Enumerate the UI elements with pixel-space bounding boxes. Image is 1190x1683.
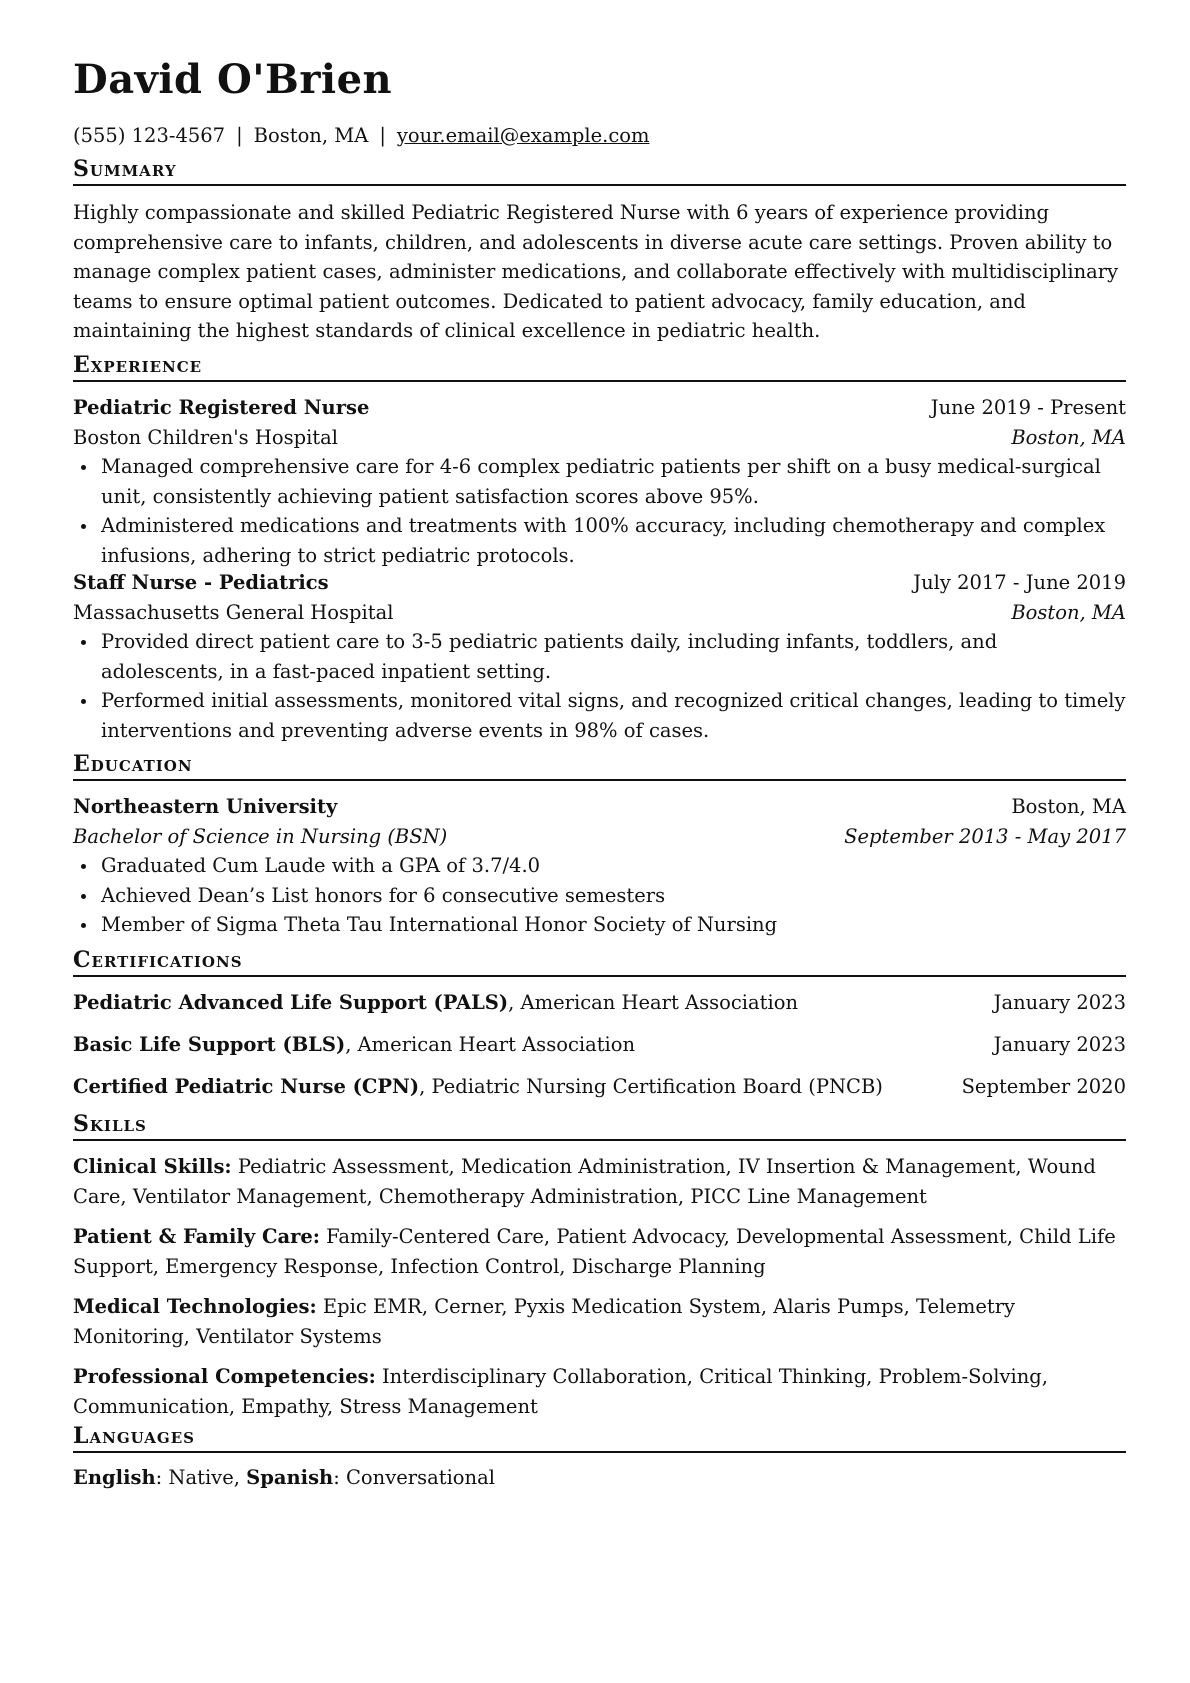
job-entry — [73, 393, 1126, 570]
certification-issuer: , Pediatric Nursing Certification Board (PNCB) — [419, 1075, 883, 1098]
job-title: Pediatric Registered Nurse — [73, 396, 370, 419]
skill-group-label: Clinical Skills: — [73, 1155, 232, 1178]
degree-dates: September 2013 - May 2017 — [844, 824, 1126, 848]
languages-line — [73, 1463, 1126, 1493]
skill-group-label: Patient & Family Care: — [73, 1225, 320, 1248]
summary-heading: Summary — [73, 155, 1126, 186]
job-location: Boston, MA — [1011, 425, 1126, 449]
list-item: Graduated Cum Laude with a GPA of 3.7/4.0 — [73, 851, 1126, 881]
skill-group-items: Pediatric Assessment, Medication Administration, IV Insertion & Management, Wound Care, Ventilator Management, Chemotherapy Administration, PICC Line Management — [73, 1155, 1096, 1208]
separator: | — [379, 124, 386, 147]
certification-row — [73, 1066, 1126, 1108]
phone-number: (555) 123-4567 — [73, 124, 226, 147]
skill-group-label: Medical Technologies: — [73, 1295, 317, 1318]
job-entry — [73, 568, 1126, 745]
experience-heading: Experience — [73, 351, 1126, 382]
candidate-name: David O'Brien — [73, 56, 393, 103]
certification-date: September 2020 — [961, 1075, 1126, 1098]
education-entry — [73, 792, 1126, 940]
certification-row — [73, 982, 1126, 1024]
degree-name: Bachelor of Science in Nursing (BSN) — [73, 824, 448, 848]
skill-group-items: Interdisciplinary Collaboration, Critical Thinking, Problem-Solving, Communication, Empathy, Stress Management — [73, 1365, 1048, 1418]
language-level: : Conversational — [333, 1466, 495, 1489]
list-item: Administered medications and treatments with 100% accuracy, including chemotherapy and complex infusions, adhering to strict pediatric protocols. — [73, 511, 1126, 570]
certification-date: January 2023 — [993, 1033, 1126, 1056]
certification-name: Pediatric Advanced Life Support (PALS) — [73, 991, 509, 1014]
job-dates: July 2017 - June 2019 — [913, 571, 1126, 594]
school-location: Boston, MA — [1011, 795, 1126, 818]
list-item: Provided direct patient care to 3-5 pediatric patients daily, including infants, toddlers, and adolescents, in a fast-paced inpatient setting. — [73, 627, 1126, 686]
job-bullets — [73, 452, 1126, 570]
contact-line — [73, 124, 650, 148]
school-row — [73, 792, 1126, 822]
job-bullets — [73, 627, 1126, 745]
job-dates: June 2019 - Present — [930, 396, 1126, 419]
skill-group-items: Family-Centered Care, Patient Advocacy, Developmental Assessment, Child Life Support, Emergency Response, Infection Control, Discharge Planning — [73, 1225, 1116, 1278]
certification-issuer: , American Heart Association — [345, 1033, 636, 1056]
skill-group-label: Professional Competencies: — [73, 1365, 376, 1388]
language-name: English — [73, 1466, 156, 1489]
certification-issuer: , American Heart Association — [508, 991, 799, 1014]
certifications-heading: Certifications — [73, 946, 1126, 977]
skill-group — [73, 1292, 1126, 1351]
skill-group — [73, 1222, 1126, 1281]
degree-row — [73, 822, 1126, 852]
employer-name: Boston Children's Hospital — [73, 425, 339, 449]
separator: | — [236, 124, 243, 147]
education-bullets — [73, 851, 1126, 940]
list-item: Performed initial assessments, monitored vital signs, and recognized critical changes, leading to timely interventions and preventing adverse events in 98% of cases. — [73, 686, 1126, 745]
job-employer-row — [73, 423, 1126, 453]
education-heading: Education — [73, 750, 1126, 781]
job-header — [73, 568, 1126, 598]
job-employer-row — [73, 598, 1126, 628]
school-name: Northeastern University — [73, 795, 338, 818]
list-item: Achieved Dean’s List honors for 6 consecutive semesters — [73, 881, 1126, 911]
list-item: Member of Sigma Theta Tau International Honor Society of Nursing — [73, 910, 1126, 940]
certifications-list — [73, 982, 1126, 1108]
skill-group-items: Epic EMR, Cerner, Pyxis Medication System, Alaris Pumps, Telemetry Monitoring, Ventilator Systems — [73, 1295, 1016, 1348]
certification-name: Certified Pediatric Nurse (CPN) — [73, 1075, 420, 1098]
location: Boston, MA — [253, 124, 369, 147]
job-header — [73, 393, 1126, 423]
language-level: : Native, — [155, 1466, 247, 1489]
certification-name: Basic Life Support (BLS) — [73, 1033, 346, 1056]
languages-heading: Languages — [73, 1422, 1126, 1453]
email-link[interactable]: your.email@example.com — [396, 124, 650, 147]
job-title: Staff Nurse - Pediatrics — [73, 571, 329, 594]
employer-name: Massachusetts General Hospital — [73, 600, 394, 624]
certification-row — [73, 1024, 1126, 1066]
job-location: Boston, MA — [1011, 600, 1126, 624]
summary-text: Highly compassionate and skilled Pediatric Registered Nurse with 6 years of experience providing comprehensive care to infants, children, and adolescents in diverse acute care settings. Proven ability to manage complex patient cases, administer medications, and collaborate effectively with multidisciplinary teams to ensure optimal patient outcomes. Dedicated to patient advocacy, family education, and maintaining the highest standards of clinical excellence in pediatric health. — [73, 201, 1119, 342]
certification-date: January 2023 — [993, 991, 1126, 1014]
language-name: Spanish — [246, 1466, 334, 1489]
skill-group — [73, 1362, 1126, 1421]
skill-group — [73, 1152, 1126, 1211]
skills-list — [73, 1152, 1126, 1432]
skills-heading: Skills — [73, 1110, 1126, 1141]
list-item: Managed comprehensive care for 4-6 complex pediatric patients per shift on a busy medical-surgical unit, consistently achieving patient satisfaction scores above 95%. — [73, 452, 1126, 511]
